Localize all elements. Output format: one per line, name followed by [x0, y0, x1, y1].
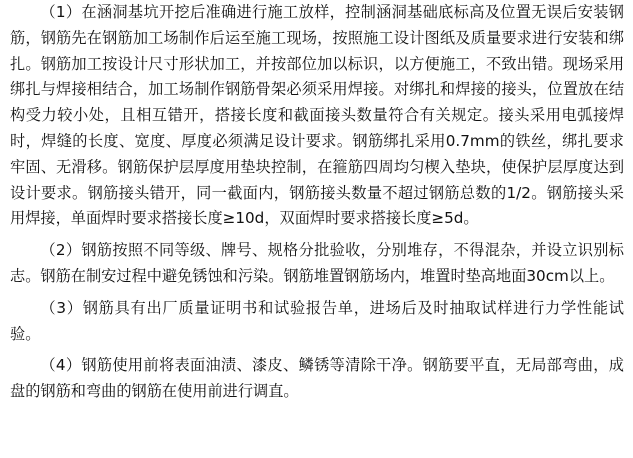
paragraph-3: （3）钢筋具有出厂质量证明书和试验报告单，进场后及时抽取试样进行力学性能试验。 — [10, 298, 624, 343]
paragraph-2: （2）钢筋按照不同等级、牌号、规格分批验收，分别堆存，不得混杂，并设立识别标志。钢筋在制安过程中避免锈蚀和污染。钢筋堆置钢筋场内，堆置时垫高地面30cm以上。 — [10, 241, 624, 285]
paragraph-1: （1）在涵洞基坑开挖后准确进行施工放样，控制涵洞基础底标高及位置无误后安装钢筋，钢筋先在钢筋加工场制作后运至施工现场，按照施工设计图纸及质量要求进行安装和绑扎。钢筋加工按设计尺寸形状加工，并按部位加以标识，以方便施工，不致出错。现场采用绑扎与焊接相结合，加工场制作钢筋骨架必须采用焊接。对绑扎和焊接的接头，位置放在结构受力较小处，且相互错开，搭接长度和截面接头数量符合有关规定。接头采用电弧接焊时，焊缝的长度、宽度、厚度必须满足设计要求。钢筋绑扎采用0.7mm的铁丝，绑扎要求牢固、无滑移。钢筋保护层厚度用垫块控制，在箍筋四周均匀楔入垫块，使保护层厚度达到设计要求。钢筋接头错开，同一截面内，钢筋接头数量不超过钢筋总数的1/2。钢筋接头采用焊接，单面焊时要求搭接长度≥10d，双面焊时要求搭接长度≥5d。 — [10, 3, 624, 228]
paragraph-4: （4）钢筋使用前将表面油渍、漆皮、鳞锈等清除干净。钢筋要平直，无局部弯曲，成盘的钢筋和弯曲的钢筋在使用前进行调直。 — [10, 356, 624, 401]
